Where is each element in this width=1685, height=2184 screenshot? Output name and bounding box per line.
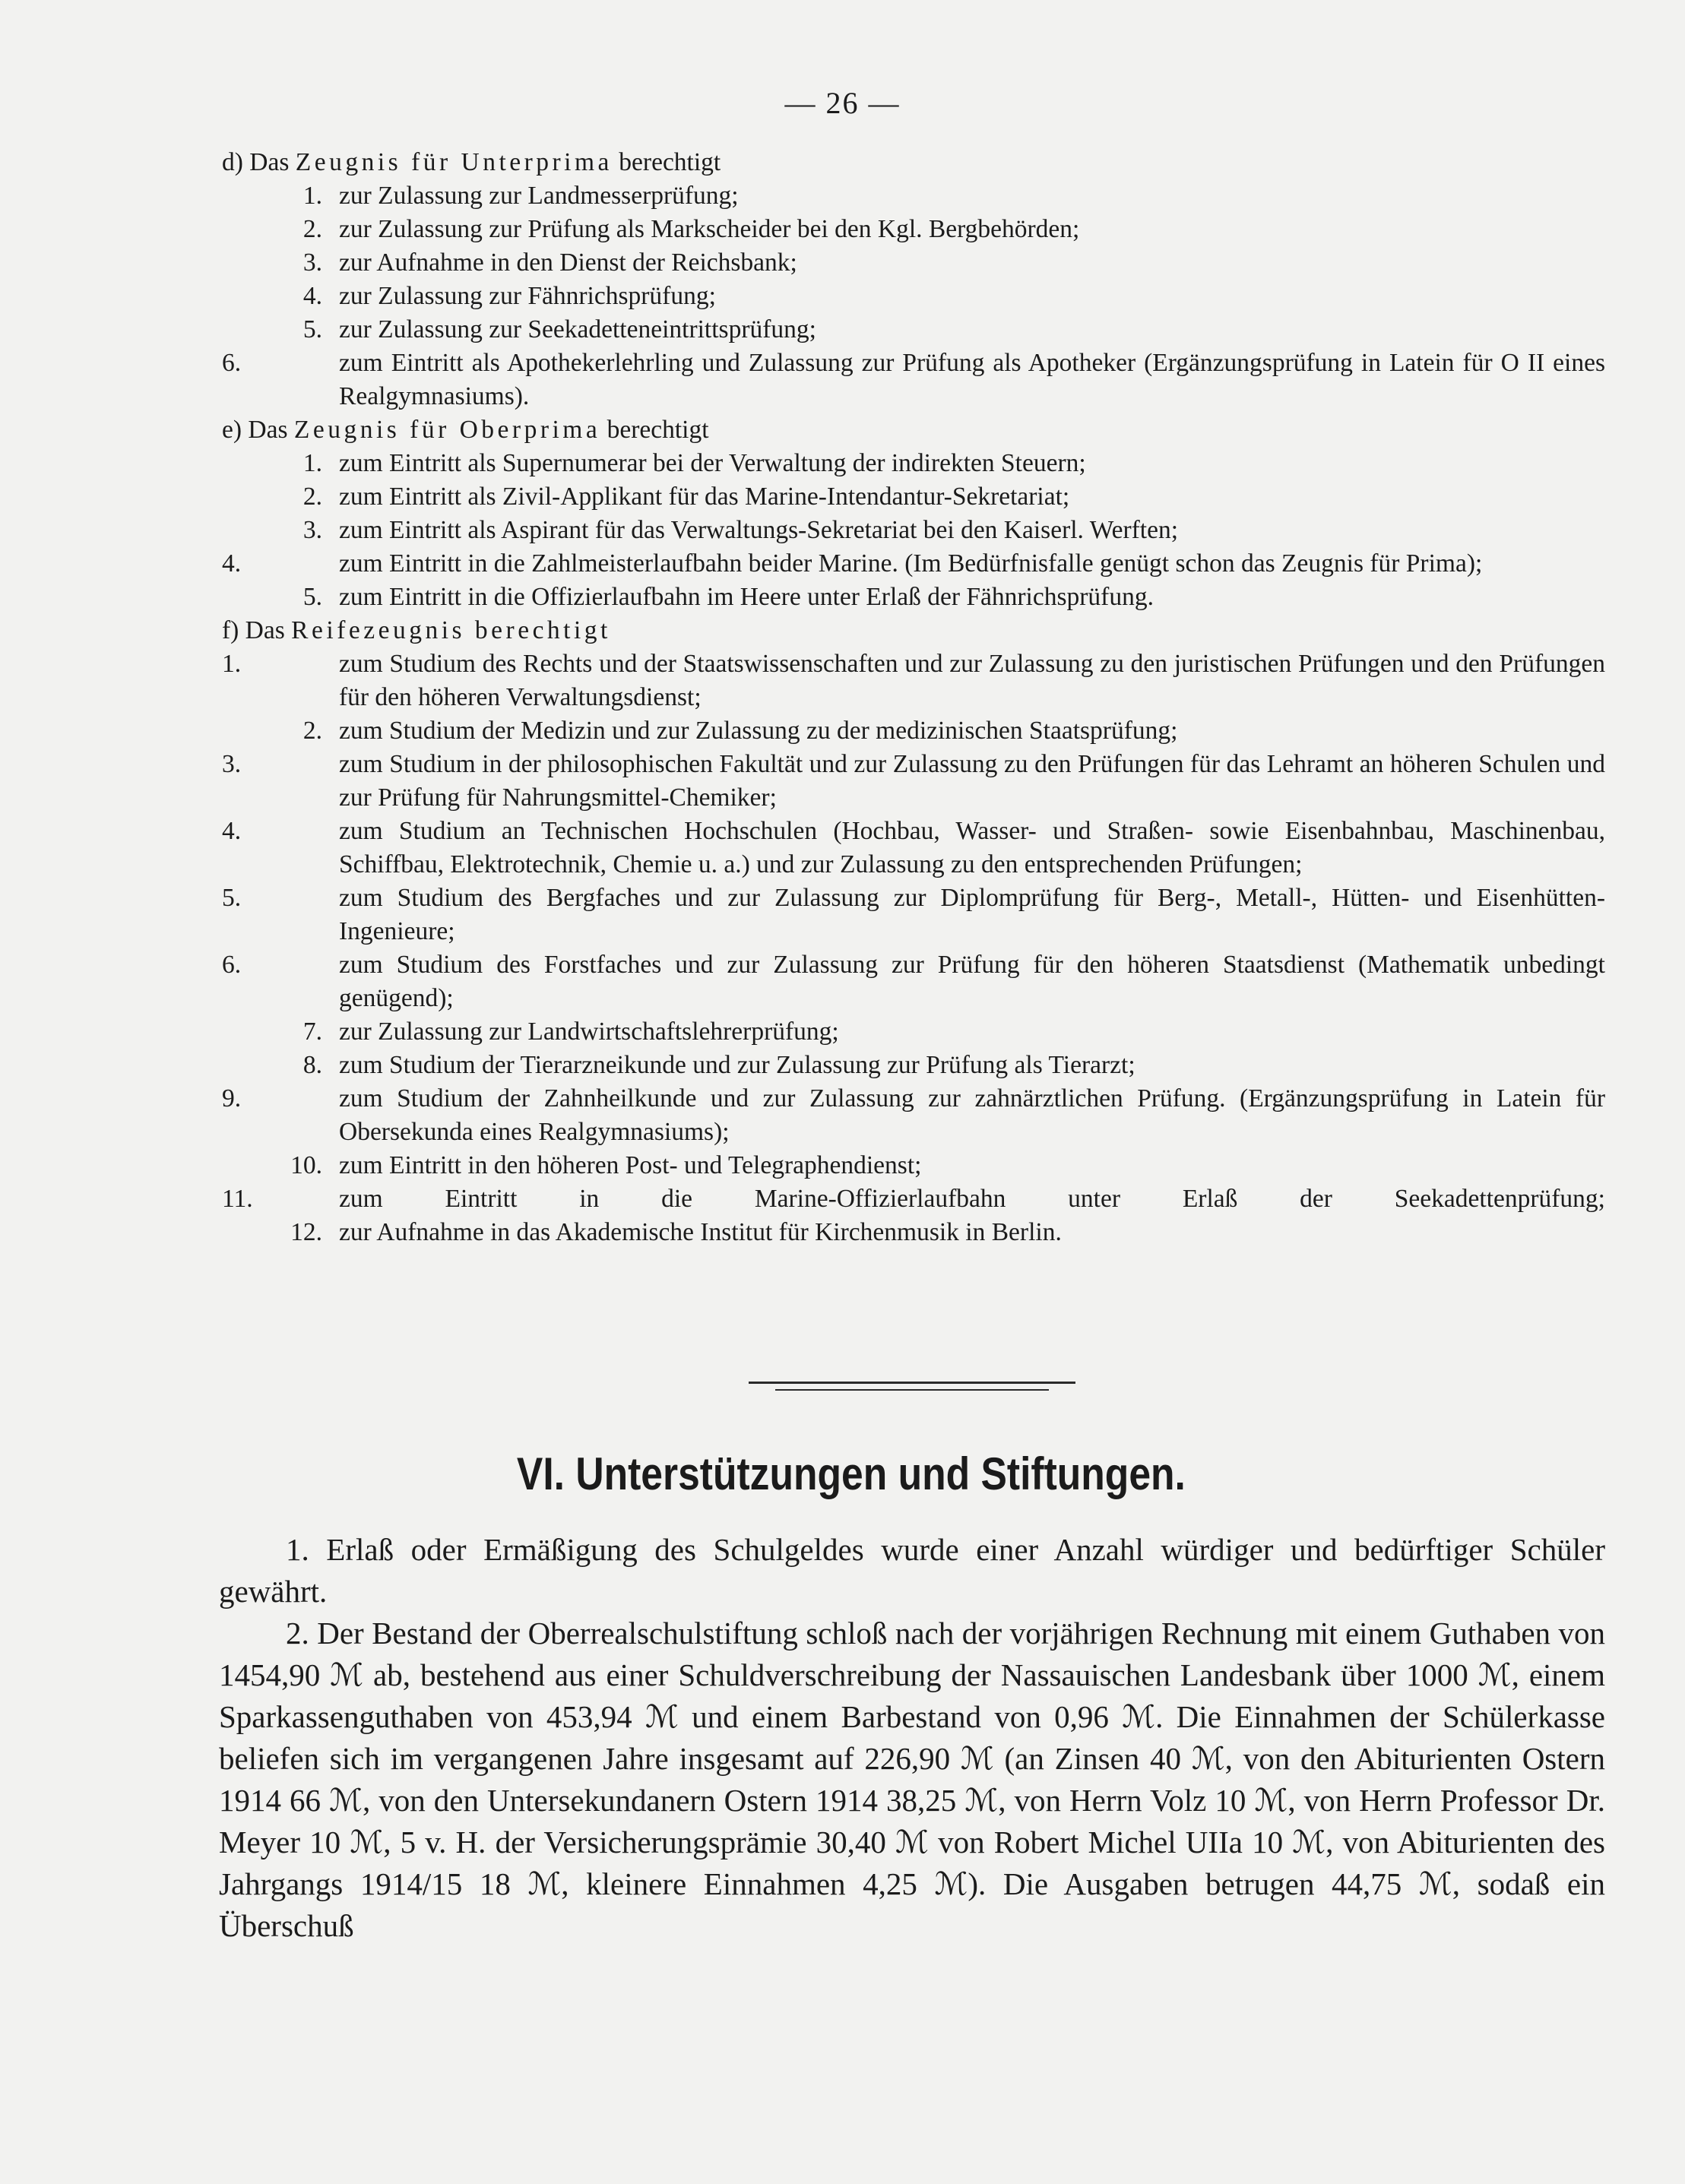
item-number: 1.: [222, 650, 242, 678]
section-heading-d: [222, 146, 1605, 179]
item-number: 3.: [302, 516, 322, 544]
item-number: 1.: [302, 449, 322, 477]
item-number: 4.: [222, 817, 242, 845]
list-item: [222, 547, 1605, 581]
item-number: 1.: [302, 182, 322, 210]
item-text: zur Zulassung zur Seekadetteneintrittsprüfung;: [339, 315, 816, 343]
list-item: [222, 1149, 1605, 1182]
paragraph: 1. Erlaß oder Ermäßigung des Schulgeldes wurde einer Anzahl würdiger und bedürftiger Schüler gewährt.: [219, 1532, 1605, 1609]
list-item: [222, 514, 1605, 547]
section-divider: [749, 1382, 1075, 1384]
section-spaced-title: Zeugnis für Unterprima: [295, 148, 613, 176]
section-spaced-title: Reifezeugnis berechtigt: [291, 616, 611, 644]
item-text: zum Eintritt als Zivil-Applikant für das Marine-Intendantur-Sekretariat;: [339, 483, 1070, 511]
list-item: [222, 1082, 1605, 1149]
paragraph: 2. Der Bestand der Oberrealschulstiftung schloß nach der vorjährigen Rechnung mit einem Guthaben von 1454,90 ℳ ab, bestehend aus einer Schuldverschreibung der Nassauischen Landesbank über 1000 ℳ, einem Sparkassenguthaben von 453,94 ℳ und einem Barbestand von 0,96 ℳ. Die Einnahmen der Schülerkasse beliefen sich im vergangenen Jahre insgesamt auf 226,90 ℳ (an Zinsen 40 ℳ, von den Abiturienten Ostern 1914 66 ℳ, von den Untersekundanern Ostern 1914 38,25 ℳ, von Herrn Volz 10 ℳ, von Herrn Professor Dr. Meyer 10 ℳ, 5 v. H. der Versicherungsprämie 30,40 ℳ von Robert Michel UIIa 10 ℳ, von Abiturienten des Jahrgangs 1914/15 18 ℳ, kleinere Einnahmen 4,25 ℳ). Die Ausgaben betrugen 44,75 ℳ, sodaß ein Überschuß: [219, 1616, 1605, 1943]
item-number: 4.: [222, 549, 242, 578]
item-text: zum Eintritt in die Offizierlaufbahn im Heere unter Erlaß der Fähnrichsprüfung.: [339, 583, 1154, 611]
chapter-body: [219, 1529, 1605, 1947]
item-number: 9.: [222, 1084, 242, 1113]
item-text: zur Aufnahme in den Dienst der Reichsbank;: [339, 248, 797, 277]
item-text: zum Eintritt als Supernumerar bei der Verwaltung der indirekten Steuern;: [339, 449, 1086, 477]
section-rest: berechtigt: [612, 148, 721, 176]
item-number: 5.: [222, 884, 242, 912]
list-item: [222, 647, 1605, 714]
item-number: 10.: [290, 1151, 322, 1179]
item-text: zum Eintritt in den höheren Post- und Telegraphendienst;: [339, 1151, 922, 1179]
item-text: zum Eintritt in die Marine-Offizierlaufbahn unter Erlaß der Seekadettenprüfung;: [339, 1185, 1605, 1213]
list-item: [222, 213, 1605, 246]
item-number: 7.: [302, 1018, 322, 1046]
list-item: [222, 347, 1605, 413]
item-text: zur Zulassung zur Landwirtschaftslehrerprüfung;: [339, 1018, 839, 1046]
section-spaced-title: Zeugnis für Oberprima: [293, 416, 601, 444]
list-item: [222, 1049, 1605, 1082]
list-item: [222, 480, 1605, 514]
item-number: 5.: [302, 583, 322, 611]
item-number: 6.: [222, 951, 242, 979]
item-number: 6.: [222, 349, 242, 377]
item-number: 4.: [302, 282, 322, 310]
item-text: zum Eintritt als Aspirant für das Verwaltungs-Sekretariat bei den Kaiserl. Werften;: [339, 516, 1179, 544]
item-number: 8.: [302, 1051, 322, 1079]
list-item: [222, 748, 1605, 815]
item-number: 3.: [302, 248, 322, 277]
section-rest: berechtigt: [600, 416, 709, 444]
item-text: zum Studium des Forstfaches und zur Zulassung zur Prüfung für den höheren Staatsdienst (Mathematik unbedingt genügend);: [339, 951, 1605, 1012]
section-heading-f: [222, 614, 1605, 647]
section-heading-e: [222, 413, 1605, 447]
item-text: zur Zulassung zur Landmesserprüfung;: [339, 182, 739, 210]
section-label: f) Das: [222, 616, 285, 644]
list-item: [222, 179, 1605, 213]
item-text: zum Studium des Bergfaches und zur Zulassung zur Diplomprüfung für Berg-, Metall-, Hütten- und Eisenhütten-Ingenieure;: [339, 884, 1605, 945]
item-text: zum Studium an Technischen Hochschulen (Hochbau, Wasser- und Straßen- sowie Eisenbahnbau, Maschinenbau, Schiffbau, Elektrotechnik, Chemie u. a.) und zur Zulassung zu den entsprechenden Prüfungen;: [339, 817, 1605, 878]
item-number: 2.: [302, 215, 322, 243]
section-label: d) Das: [222, 148, 290, 176]
list-item: [222, 1015, 1605, 1049]
item-text: zur Zulassung zur Fähnrichsprüfung;: [339, 282, 716, 310]
chapter-heading: VI. Unterstützungen und Stiftungen.: [516, 1448, 1186, 1499]
item-number: 11.: [222, 1185, 253, 1213]
item-number: 2.: [302, 483, 322, 511]
list-item: [222, 280, 1605, 313]
list-item: [222, 447, 1605, 480]
item-text: zur Zulassung zur Prüfung als Markscheider bei den Kgl. Bergbehörden;: [339, 215, 1080, 243]
item-text: zum Studium der Tierarzneikunde und zur Zulassung zur Prüfung als Tierarzt;: [339, 1051, 1135, 1079]
item-text: zur Aufnahme in das Akademische Institut für Kirchenmusik in Berlin.: [339, 1218, 1062, 1246]
entitlement-lists: [222, 146, 1605, 1249]
item-text: zum Studium des Rechts und der Staatswissenschaften und zur Zulassung zu den juristischen Prüfungen und den Prüfungen für den höheren Verwaltungsdienst;: [339, 650, 1605, 711]
list-item: [222, 815, 1605, 882]
item-text: zum Eintritt als Apothekerlehrling und Zulassung zur Prüfung als Apotheker (Ergänzungsprüfung in Latein für O II eines Realgymnasiums).: [339, 349, 1605, 410]
list-item: [222, 581, 1605, 614]
item-text: zum Studium der Zahnheilkunde und zur Zulassung zur zahnärztlichen Prüfung. (Ergänzungsprüfung in Latein für Obersekunda eines Realgymnasiums);: [339, 1084, 1605, 1146]
list-item: [222, 313, 1605, 347]
item-number: 3.: [222, 750, 242, 778]
list-item: [222, 714, 1605, 748]
list-item: [222, 1182, 1605, 1216]
item-number: 12.: [290, 1218, 322, 1246]
item-text: zum Eintritt in die Zahlmeisterlaufbahn beider Marine. (Im Bedürfnisfalle genügt schon das Zeugnis für Prima);: [339, 549, 1483, 578]
list-item: [222, 246, 1605, 280]
page-number: — 26 —: [784, 86, 901, 120]
list-item: [222, 1216, 1605, 1249]
item-number: 5.: [302, 315, 322, 343]
item-text: zum Studium der Medizin und zur Zulassung zu der medizinischen Staatsprüfung;: [339, 717, 1178, 745]
section-label: e) Das: [222, 416, 288, 444]
item-number: 2.: [302, 717, 322, 745]
section-divider-inner: [775, 1389, 1049, 1391]
list-item: [222, 882, 1605, 948]
list-item: [222, 948, 1605, 1015]
item-text: zum Studium in der philosophischen Fakultät und zur Zulassung zu den Prüfungen für das Lehramt an höheren Schulen und zur Prüfung für Nahrungsmittel-Chemiker;: [339, 750, 1605, 812]
